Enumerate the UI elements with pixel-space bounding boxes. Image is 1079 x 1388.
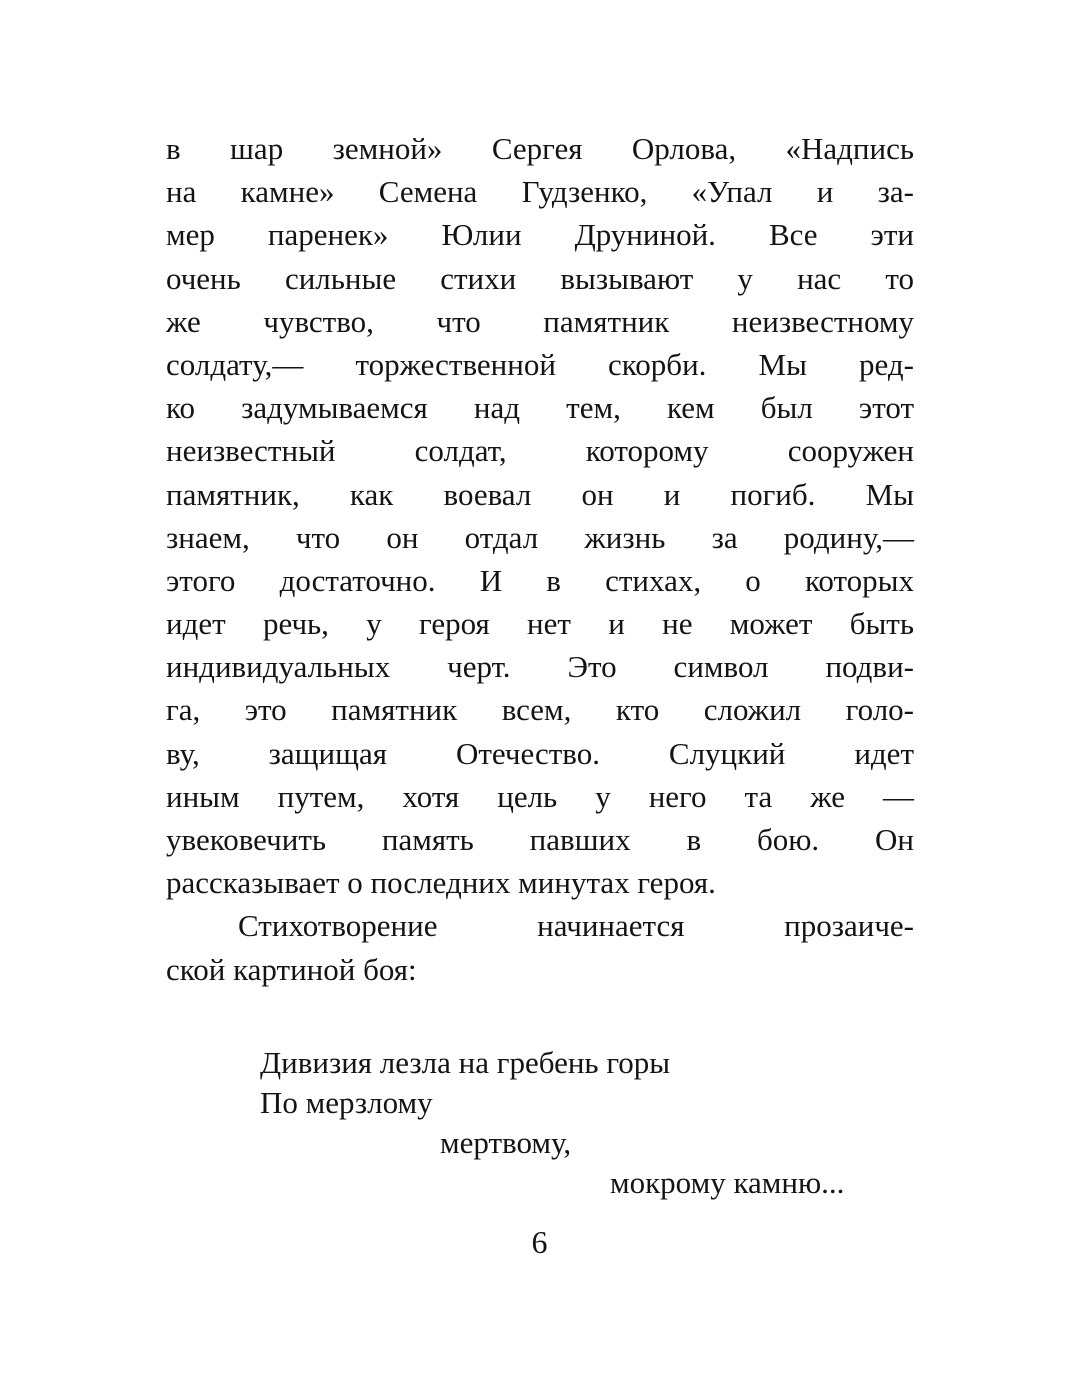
text-line: памятник, как воевал он и погиб. Мы (166, 476, 914, 512)
page-number: 6 (531, 1224, 548, 1260)
poem-quote (260, 1043, 920, 1203)
text-line: неизвестный солдат, которому сооружен (166, 433, 914, 469)
poem-line: мертвому, (440, 1125, 572, 1160)
text-line: ву, защищая Отечество. Слуцкий идет (166, 735, 914, 771)
text-line: же чувство, что памятник неизвестному (166, 303, 914, 339)
text-line: рассказывает о последних минутах героя. (166, 865, 716, 901)
text-line: иным путем, хотя цель у него та же — (166, 778, 914, 814)
text-line: Стихотворение начинается прозаиче- (238, 908, 914, 944)
text-line: этого достаточно. И в стихах, о которых (166, 562, 914, 598)
text-line: мер паренек» Юлии Друниной. Все эти (166, 217, 914, 253)
text-line: га, это памятник всем, кто сложил голо- (166, 692, 914, 728)
text-line: на камне» Семена Гудзенко, «Упал и за- (166, 174, 914, 210)
text-line: ко задумываемся над тем, кем был этот (166, 390, 914, 426)
text-line: в шар земной» Сергея Орлова, «Надпись (166, 131, 914, 166)
poem-line: По мерзлому (260, 1085, 433, 1120)
text-line: очень сильные стихи вызывают у нас то (166, 260, 914, 296)
text-line: знаем, что он отдал жизнь за родину,— (166, 519, 914, 555)
text-line: солдату,— торжественной скорби. Мы ред- (166, 346, 914, 382)
poem-line: мокрому камню... (610, 1165, 845, 1200)
poem-line: Дивизия лезла на гребень горы (260, 1045, 671, 1080)
body-text (166, 127, 914, 991)
text-line: индивидуальных черт. Это символ подви- (166, 649, 914, 685)
text-line: идет речь, у героя нет и не может быть (166, 606, 914, 642)
text-line: увековечить память павших в бою. Он (166, 822, 914, 857)
text-line: ской картиной боя: (166, 951, 417, 987)
